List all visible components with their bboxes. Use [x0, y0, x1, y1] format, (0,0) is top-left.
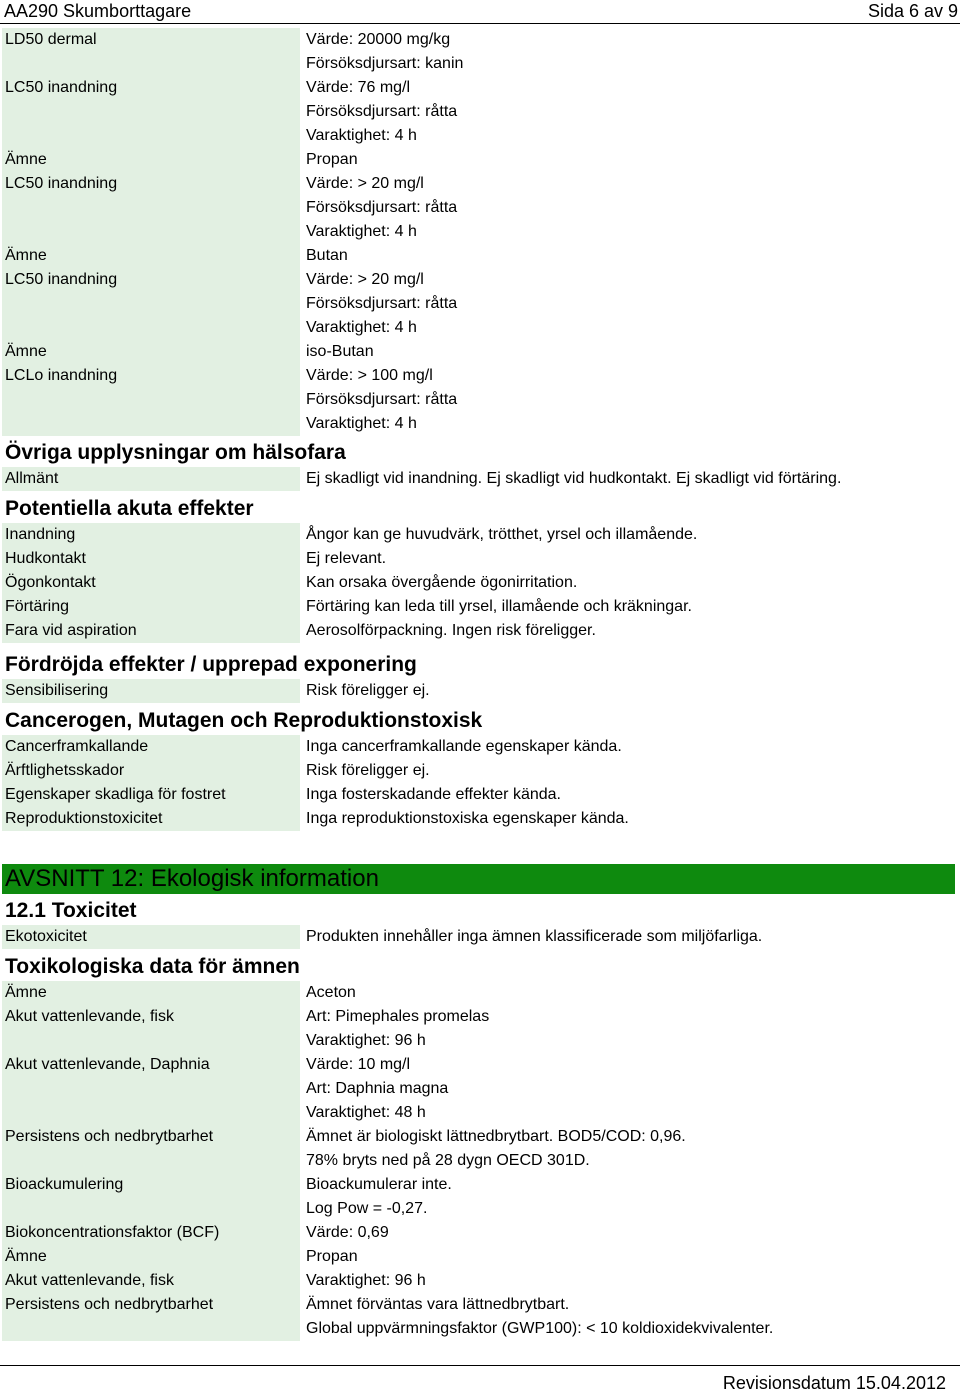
section-12-title: AVSNITT 12: Ekologisk information	[5, 865, 379, 892]
row-value	[304, 1005, 956, 1053]
row-label: Bioackumulering	[2, 1173, 300, 1221]
value-line: Varaktighet: 96 h	[306, 1272, 426, 1289]
value-line: Ämnet är biologiskt lättnedbrytbart. BOD5/COD: 0,96.	[306, 1128, 686, 1145]
row-label: Hudkontakt	[2, 547, 300, 571]
row-label: Ekotoxicitet	[2, 925, 300, 949]
table-row	[0, 595, 960, 619]
row-label: Ämne	[2, 148, 300, 172]
row-value	[304, 571, 956, 595]
value-line: Log Pow = -0,27.	[306, 1200, 428, 1217]
value-line: Propan	[306, 1248, 358, 1265]
table-row	[0, 1221, 960, 1245]
delayed-effects-section	[0, 651, 960, 703]
value-line: Propan	[306, 151, 358, 168]
row-value	[304, 981, 956, 1005]
row-value	[304, 679, 956, 703]
value-line: Varaktighet: 4 h	[306, 415, 417, 432]
value-line: Försöksdjursart: råtta	[306, 199, 458, 216]
value-line: Värde: > 100 mg/l	[306, 367, 433, 384]
row-value	[304, 1221, 956, 1245]
value-line: Förtäring kan leda till yrsel, illamående och kräkningar.	[306, 598, 692, 615]
value-line: Bioackumulerar inte.	[306, 1176, 452, 1193]
row-label: Allmänt	[2, 467, 300, 491]
row-label: Reproduktionstoxicitet	[2, 807, 300, 831]
table-row	[0, 148, 960, 172]
revision-date: Revisionsdatum 15.04.2012	[722, 1373, 946, 1393]
row-label: Akut vattenlevande, Daphnia	[2, 1053, 300, 1125]
row-label: Biokoncentrationsfaktor (BCF)	[2, 1221, 300, 1245]
value-line: Art: Pimephales promelas	[306, 1008, 490, 1025]
row-label: LCLo inandning	[2, 364, 300, 436]
value-line: Inga cancerframkallande egenskaper kända.	[306, 738, 622, 755]
value-line: Produkten innehåller inga ämnen klassificerade som miljöfarliga.	[306, 928, 763, 945]
row-label: Egenskaper skadliga för fostret	[2, 783, 300, 807]
row-label: Akut vattenlevande, fisk	[2, 1269, 300, 1293]
value-line: Värde: > 20 mg/l	[306, 175, 424, 192]
table-row	[0, 1005, 960, 1053]
value-line: Inga fosterskadande effekter kända.	[306, 786, 561, 803]
row-label: LD50 dermal	[2, 28, 300, 76]
row-value	[304, 1269, 956, 1293]
section-heading: Fördröjda effekter / upprepad exponering	[5, 653, 417, 676]
value-line: Värde: > 20 mg/l	[306, 271, 424, 288]
row-value	[304, 244, 956, 268]
row-label: Fara vid aspiration	[2, 619, 300, 643]
value-line: Art: Daphnia magna	[306, 1080, 449, 1097]
row-label: LC50 inandning	[2, 76, 300, 148]
row-label: Inandning	[2, 523, 300, 547]
row-value	[304, 759, 956, 783]
row-value	[304, 619, 956, 643]
value-line: Varaktighet: 4 h	[306, 319, 417, 336]
row-value	[304, 340, 956, 364]
row-value	[304, 1125, 956, 1173]
row-label: LC50 inandning	[2, 268, 300, 340]
value-line: Värde: 76 mg/l	[306, 79, 411, 96]
table-row	[0, 28, 960, 76]
table-row	[0, 547, 960, 571]
value-line: Värde: 20000 mg/kg	[306, 31, 451, 48]
toxicity-values-section	[0, 28, 960, 436]
row-value	[304, 547, 956, 571]
table-row	[0, 1293, 960, 1341]
table-row	[0, 1245, 960, 1269]
acute-effects-section	[0, 495, 960, 643]
row-value	[304, 172, 956, 244]
table-row	[0, 244, 960, 268]
table-row	[0, 619, 960, 643]
table-row	[0, 172, 960, 244]
row-value	[304, 148, 956, 172]
row-value	[304, 76, 956, 148]
row-value	[304, 783, 956, 807]
row-value	[304, 268, 956, 340]
value-line: Global uppvärmningsfaktor (GWP100): < 10 koldioxidekvivalenter.	[306, 1320, 774, 1337]
row-label: Persistens och nedbrytbarhet	[2, 1125, 300, 1173]
value-line: Inga reproduktionstoxiska egenskaper kända.	[306, 810, 629, 827]
row-label: Ögonkontakt	[2, 571, 300, 595]
row-label: Ärftlighetsskador	[2, 759, 300, 783]
row-value	[304, 807, 956, 831]
value-line: 78% bryts ned på 28 dygn OECD 301D.	[306, 1152, 590, 1169]
document-title: AA290 Skumborttagare	[4, 1, 192, 21]
row-label: Ämne	[2, 1245, 300, 1269]
value-line: Varaktighet: 4 h	[306, 223, 417, 240]
table-row	[0, 467, 960, 491]
row-label: Cancerframkallande	[2, 735, 300, 759]
value-line: Ej relevant.	[306, 550, 387, 567]
cmr-section	[0, 707, 960, 831]
row-value	[304, 925, 956, 949]
value-line: Värde: 0,69	[306, 1224, 389, 1241]
row-value	[304, 467, 956, 491]
footer-divider	[0, 1365, 960, 1366]
table-row	[0, 759, 960, 783]
table-row	[0, 981, 960, 1005]
row-value	[304, 28, 956, 76]
table-row	[0, 76, 960, 148]
row-value	[304, 364, 956, 436]
row-label: Akut vattenlevande, fisk	[2, 1005, 300, 1053]
substance-tox-data-section	[0, 953, 960, 1341]
toxicity-section	[0, 897, 960, 949]
row-label: Ämne	[2, 981, 300, 1005]
row-label: Ämne	[2, 244, 300, 268]
value-line: Värde: 10 mg/l	[306, 1056, 411, 1073]
table-row	[0, 523, 960, 547]
row-label: Persistens och nedbrytbarhet	[2, 1293, 300, 1341]
value-line: Ämnet förväntas vara lättnedbrytbart.	[306, 1296, 570, 1313]
row-value	[304, 1053, 956, 1125]
row-value	[304, 735, 956, 759]
other-health-info-section	[0, 439, 960, 491]
table-row	[0, 340, 960, 364]
value-line: Varaktighet: 96 h	[306, 1032, 426, 1049]
value-line: Butan	[306, 247, 348, 264]
row-value	[304, 523, 956, 547]
value-line: Ej skadligt vid inandning. Ej skadligt vid hudkontakt. Ej skadligt vid förtäring.	[306, 470, 842, 487]
value-line: iso-Butan	[306, 343, 374, 360]
row-value	[304, 1245, 956, 1269]
section-heading: Övriga upplysningar om hälsofara	[5, 441, 346, 464]
table-row	[0, 735, 960, 759]
row-value	[304, 1293, 956, 1341]
value-line: Aceton	[306, 984, 356, 1001]
table-row	[0, 268, 960, 340]
row-value	[304, 595, 956, 619]
section-heading: Toxikologiska data för ämnen	[5, 955, 300, 978]
value-line: Varaktighet: 48 h	[306, 1104, 426, 1121]
value-line: Aerosolförpackning. Ingen risk föreligger.	[306, 622, 596, 639]
value-line: Risk föreligger ej.	[306, 682, 430, 699]
value-line: Varaktighet: 4 h	[306, 127, 417, 144]
table-row	[0, 1125, 960, 1173]
table-row	[0, 1269, 960, 1293]
table-row	[0, 1173, 960, 1221]
row-label: LC50 inandning	[2, 172, 300, 244]
page-number: Sida 6 av 9	[867, 1, 958, 21]
table-row	[0, 571, 960, 595]
table-row	[0, 679, 960, 703]
section-heading: 12.1 Toxicitet	[5, 899, 137, 922]
table-row	[0, 807, 960, 831]
section-heading: Potentiella akuta effekter	[5, 497, 254, 520]
value-line: Försöksdjursart: kanin	[306, 55, 464, 72]
row-label: Ämne	[2, 340, 300, 364]
value-line: Ångor kan ge huvudvärk, trötthet, yrsel och illamående.	[306, 526, 698, 543]
value-line: Försöksdjursart: råtta	[306, 391, 458, 408]
header-divider	[0, 23, 960, 24]
row-label: Sensibilisering	[2, 679, 300, 703]
section-heading: Cancerogen, Mutagen och Reproduktionstoxisk	[5, 709, 483, 732]
value-line: Risk föreligger ej.	[306, 762, 430, 779]
value-line: Kan orsaka övergående ögonirritation.	[306, 574, 578, 591]
table-row	[0, 364, 960, 436]
table-row	[0, 783, 960, 807]
value-line: Försöksdjursart: råtta	[306, 103, 458, 120]
table-row	[0, 925, 960, 949]
table-row	[0, 1053, 960, 1125]
row-label: Förtäring	[2, 595, 300, 619]
row-value	[304, 1173, 956, 1221]
value-line: Försöksdjursart: råtta	[306, 295, 458, 312]
